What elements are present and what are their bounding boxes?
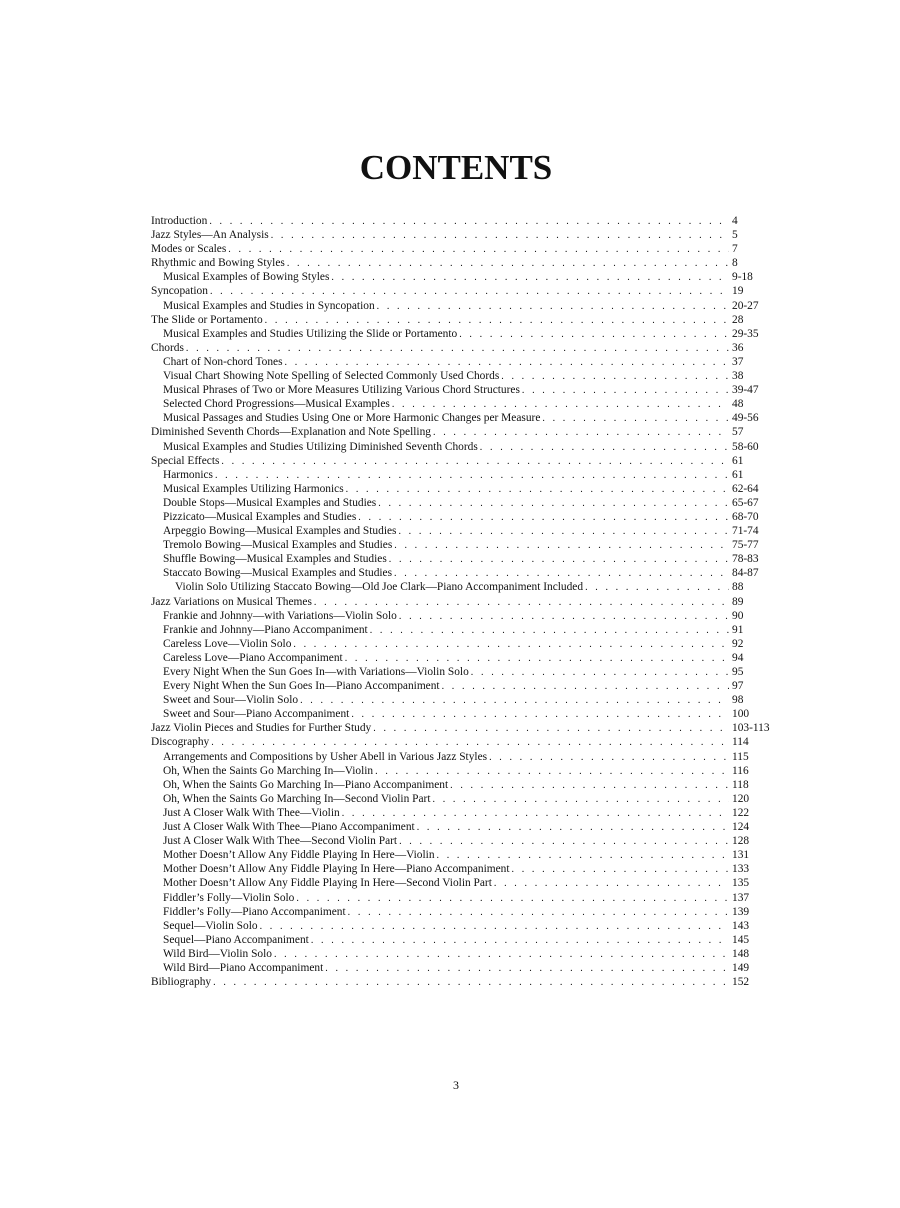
toc-entry-page: 7: [732, 243, 738, 256]
dot-leader: [221, 455, 729, 469]
toc-entry-page: 131: [732, 849, 750, 862]
toc-entry-page: 148: [732, 947, 750, 960]
toc-entry-title: Just A Closer Walk With Thee—Violin: [163, 806, 340, 819]
toc-entry: [151, 820, 801, 834]
page-title: CONTENTS: [359, 148, 553, 187]
toc-entry: [151, 580, 801, 594]
toc-entry-title: Careless Love—Piano Accompaniment: [163, 651, 343, 664]
dot-leader: [480, 441, 729, 455]
toc-entry-page: 57: [732, 426, 744, 439]
toc-entry: [151, 552, 801, 566]
toc-entry-leader: [151, 862, 729, 877]
toc-entry-page: 36: [732, 341, 744, 354]
toc-entry: [151, 242, 801, 256]
toc-entry-page: 78-83: [732, 553, 759, 566]
toc-entry-title: Mother Doesn’t Allow Any Fiddle Playing In Here—Piano Accompaniment: [163, 863, 510, 876]
toc-entry-leader: [151, 651, 729, 666]
toc-entry-page: 143: [732, 919, 750, 932]
toc-entry-title: Oh, When the Saints Go Marching In—Second Violin Part: [163, 792, 431, 805]
toc-entry-leader: [151, 510, 729, 525]
dot-leader: [285, 356, 729, 370]
toc-entry: [151, 270, 801, 284]
toc-entry: [151, 905, 801, 919]
dot-leader: [186, 342, 729, 356]
dot-leader: [501, 370, 729, 384]
toc-entry-leader: [151, 299, 729, 314]
toc-entry-leader: [151, 313, 729, 328]
toc-entry-title: Modes or Scales: [151, 243, 227, 256]
toc-entry-page: 115: [732, 750, 749, 763]
toc-entry-title: Musical Examples of Bowing Styles: [163, 271, 330, 284]
dot-leader: [213, 976, 729, 990]
toc-entry-leader: [151, 834, 729, 849]
toc-entry-title: Visual Chart Showing Note Spelling of Selected Commonly Used Chords: [163, 370, 500, 383]
dot-leader: [494, 877, 729, 891]
toc-entry-leader: [151, 411, 729, 426]
toc-entry: [151, 355, 801, 369]
toc-entry: [151, 228, 801, 242]
dot-leader: [358, 511, 729, 525]
toc-entry: [151, 214, 801, 228]
toc-entry-page: 124: [732, 821, 750, 834]
toc-entry: [151, 637, 801, 651]
toc-entry-leader: [151, 341, 729, 356]
toc-entry-title: Jazz Violin Pieces and Studies for Further Study: [151, 722, 372, 735]
toc-entry-leader: [151, 270, 729, 285]
toc-entry-leader: [151, 820, 729, 835]
toc-entry-leader: [151, 256, 729, 271]
toc-entry-page: 135: [732, 877, 750, 890]
toc-entry-leader: [151, 397, 729, 412]
toc-entry-page: 145: [732, 933, 750, 946]
toc-entry: [151, 665, 801, 679]
toc-entry-title: Tremolo Bowing—Musical Examples and Studies: [163, 539, 393, 552]
toc-entry-leader: [151, 764, 729, 779]
toc-entry-page: 48: [732, 398, 744, 411]
toc-entry-leader: [151, 961, 729, 976]
toc-entry: [151, 735, 801, 749]
toc-entry-title: Chords: [151, 341, 184, 354]
dot-leader: [346, 483, 729, 497]
toc-entry: [151, 440, 801, 454]
toc-entry: [151, 764, 801, 778]
toc-entry-title: Frankie and Johnny—with Variations—Violin Solo: [163, 609, 397, 622]
toc-entry-title: Fiddler’s Folly—Piano Accompaniment: [163, 905, 346, 918]
toc-entry: [151, 299, 801, 313]
toc-entry-page: 128: [732, 835, 750, 848]
dot-leader: [351, 708, 729, 722]
dot-leader: [398, 525, 729, 539]
toc-entry-page: 152: [732, 976, 750, 989]
toc-entry: [151, 834, 801, 848]
toc-entry: [151, 919, 801, 933]
toc-entry-page: 37: [732, 355, 744, 368]
page-number: 3: [453, 1078, 459, 1092]
toc-entry-leader: [151, 383, 729, 398]
toc-entry-title: Chart of Non-chord Tones: [163, 355, 283, 368]
dot-leader: [345, 652, 729, 666]
toc-entry: [151, 369, 801, 383]
toc-entry-title: Sequel—Piano Accompaniment: [163, 933, 309, 946]
toc-entry-title: Jazz Styles—An Analysis: [151, 229, 269, 242]
toc-entry-page: 88: [732, 581, 744, 594]
dot-leader: [375, 765, 729, 779]
toc-entry-page: 75-77: [732, 539, 759, 552]
toc-entry-page: 139: [732, 905, 750, 918]
toc-entry-page: 5: [732, 229, 738, 242]
toc-entry-title: Frankie and Johnny—Piano Accompaniment: [163, 623, 368, 636]
toc-entry-title: Oh, When the Saints Go Marching In—Piano Accompaniment: [163, 778, 449, 791]
toc-entry-page: 61: [732, 454, 744, 467]
dot-leader: [417, 821, 729, 835]
toc-entry-leader: [151, 327, 729, 342]
dot-leader: [433, 426, 729, 440]
toc-entry-title: Wild Bird—Piano Accompaniment: [163, 961, 324, 974]
toc-entry-page: 28: [732, 313, 744, 326]
toc-entry-leader: [151, 707, 729, 722]
toc-entry-leader: [151, 721, 729, 736]
toc-entry: [151, 411, 801, 425]
toc-entry-leader: [151, 284, 729, 299]
toc-entry-leader: [151, 355, 729, 370]
toc-entry-title: Arpeggio Bowing—Musical Examples and Studies: [163, 525, 397, 538]
toc-entry-page: 62-64: [732, 482, 759, 495]
toc-entry-leader: [151, 876, 729, 891]
dot-leader: [450, 779, 729, 793]
toc-entry-page: 38: [732, 370, 744, 383]
toc-entry-leader: [151, 792, 729, 807]
dot-leader: [287, 257, 729, 271]
toc-entry: [151, 862, 801, 876]
toc-entry-title: Sequel—Violin Solo: [163, 919, 258, 932]
toc-entry-page: 20-27: [732, 299, 759, 312]
toc-entry-leader: [151, 891, 729, 906]
toc-entry-title: The Slide or Portamento: [151, 313, 263, 326]
toc-entry-leader: [151, 947, 729, 962]
toc-entry-leader: [151, 693, 729, 708]
toc-entry-leader: [151, 214, 729, 229]
toc-entry: [151, 623, 801, 637]
toc-entry-title: Pizzicato—Musical Examples and Studies: [163, 510, 357, 523]
toc-entry: [151, 693, 801, 707]
toc-entry-title: Sweet and Sour—Piano Accompaniment: [163, 708, 350, 721]
toc-entry-page: 114: [732, 736, 749, 749]
toc-entry-page: 95: [732, 666, 744, 678]
dot-leader: [394, 567, 729, 581]
toc-entry: [151, 538, 801, 552]
toc-entry-page: 118: [732, 778, 749, 791]
toc-entry: [151, 454, 801, 468]
toc-entry-page: 84-87: [732, 567, 759, 580]
toc-entry-leader: [151, 735, 729, 750]
dot-leader: [211, 736, 729, 750]
dot-leader: [228, 243, 729, 257]
toc-entry-page: 103-113: [732, 722, 770, 735]
dot-leader: [210, 285, 729, 299]
dot-leader: [377, 300, 729, 314]
toc-entry-page: 90: [732, 609, 744, 622]
toc-entry-leader: [151, 580, 729, 595]
toc-entry: [151, 721, 801, 735]
toc-entry-title: Special Effects: [151, 454, 220, 467]
toc-entry-leader: [151, 524, 729, 539]
toc-entry-title: Double Stops—Musical Examples and Studies: [163, 496, 377, 509]
toc-entry-page: 91: [732, 623, 744, 636]
toc-entry-leader: [151, 468, 729, 483]
toc-entry-title: Musical Examples and Studies Utilizing the Slide or Portamento: [163, 327, 458, 340]
toc-entry: [151, 806, 801, 820]
toc-entry: [151, 792, 801, 806]
toc-entry-leader: [151, 425, 729, 440]
toc-entry: [151, 891, 801, 905]
toc-entry-page: 68-70: [732, 510, 759, 523]
toc-entry-title: Shuffle Bowing—Musical Examples and Studies: [163, 553, 387, 566]
dot-leader: [542, 412, 729, 426]
toc-entry-page: 94: [732, 651, 744, 664]
toc-entry-leader: [151, 242, 729, 257]
toc-entry-leader: [151, 552, 729, 567]
toc-entry: [151, 707, 801, 721]
dot-leader: [437, 849, 729, 863]
toc-entry-page: 122: [732, 806, 750, 819]
toc-entry-title: Just A Closer Walk With Thee—Piano Accompaniment: [163, 821, 415, 834]
toc-entry: [151, 778, 801, 792]
toc-entry: [151, 566, 801, 580]
toc-entry-leader: [151, 228, 729, 243]
toc-entry-leader: [151, 637, 729, 652]
dot-leader: [296, 892, 729, 906]
toc-entry: [151, 496, 801, 510]
toc-entry-page: 65-67: [732, 496, 759, 509]
toc-entry-title: Rhythmic and Bowing Styles: [151, 257, 285, 270]
toc-entry: [151, 341, 801, 355]
dot-leader: [399, 835, 729, 849]
dot-leader: [215, 469, 729, 483]
toc-entry: [151, 750, 801, 764]
toc-entry-leader: [151, 975, 729, 990]
dot-leader: [370, 624, 729, 638]
toc-entry-title: Violin Solo Utilizing Staccato Bowing—Old Joe Clark—Piano Accompaniment Included: [175, 581, 584, 594]
dot-leader: [392, 398, 729, 412]
toc-entry-page: 89: [732, 595, 744, 608]
toc-entry-page: 19: [732, 285, 744, 298]
toc-entry: [151, 947, 801, 961]
dot-leader: [489, 751, 729, 765]
dot-leader: [378, 497, 729, 511]
toc-entry: [151, 609, 801, 623]
table-of-contents: [151, 214, 801, 989]
toc-entry: [151, 397, 801, 411]
dot-leader: [271, 229, 729, 243]
toc-entry: [151, 933, 801, 947]
toc-entry: [151, 313, 801, 327]
toc-entry-title: Staccato Bowing—Musical Examples and Studies: [163, 567, 393, 580]
toc-entry-title: Introduction: [151, 215, 208, 227]
dot-leader: [471, 666, 729, 680]
toc-entry-title: Every Night When the Sun Goes In—Piano Accompaniment: [163, 680, 440, 693]
dot-leader: [260, 920, 729, 934]
toc-entry: [151, 468, 801, 482]
toc-entry-page: 137: [732, 891, 750, 904]
toc-entry-leader: [151, 679, 729, 694]
dot-leader: [512, 863, 729, 877]
toc-entry-title: Mother Doesn’t Allow Any Fiddle Playing In Here—Second Violin Part: [163, 877, 492, 890]
toc-entry-page: 120: [732, 792, 750, 805]
dot-leader: [399, 610, 729, 624]
toc-entry: [151, 425, 801, 439]
toc-entry: [151, 961, 801, 975]
toc-entry: [151, 482, 801, 496]
toc-entry-page: 98: [732, 694, 744, 707]
toc-entry-title: Musical Examples and Studies in Syncopation: [163, 299, 375, 312]
toc-entry-title: Bibliography: [151, 976, 212, 989]
toc-entry: [151, 876, 801, 890]
toc-entry-page: 8: [732, 257, 738, 270]
toc-entry: [151, 651, 801, 665]
toc-entry-title: Every Night When the Sun Goes In—with Variations—Violin Solo: [163, 666, 469, 678]
toc-entry: [151, 327, 801, 341]
toc-entry-page: 133: [732, 863, 750, 876]
dot-leader: [373, 722, 729, 736]
toc-entry-leader: [151, 905, 729, 920]
dot-leader: [209, 215, 729, 229]
toc-entry-page: 29-35: [732, 327, 759, 340]
toc-entry: [151, 848, 801, 862]
toc-entry-leader: [151, 440, 729, 455]
toc-entry-leader: [151, 609, 729, 624]
toc-entry-page: 9-18: [732, 271, 753, 284]
dot-leader: [348, 906, 729, 920]
dot-leader: [459, 328, 729, 342]
toc-entry-page: 100: [732, 708, 750, 721]
toc-entry-title: Sweet and Sour—Violin Solo: [163, 694, 299, 707]
dot-leader: [325, 962, 729, 976]
dot-leader: [585, 581, 729, 595]
toc-entry-leader: [151, 806, 729, 821]
toc-entry-title: Arrangements and Compositions by Usher Abell in Various Jazz Styles: [163, 750, 488, 763]
toc-entry-page: 39-47: [732, 384, 759, 397]
toc-entry: [151, 524, 801, 538]
toc-entry-leader: [151, 919, 729, 934]
dot-leader: [522, 384, 729, 398]
toc-entry-page: 149: [732, 961, 750, 974]
toc-entry-title: Musical Examples and Studies Utilizing Diminished Seventh Chords: [163, 440, 478, 453]
toc-entry-leader: [151, 933, 729, 948]
toc-entry-leader: [151, 595, 729, 610]
toc-entry: [151, 284, 801, 298]
toc-entry-leader: [151, 778, 729, 793]
toc-entry-page: 71-74: [732, 525, 759, 538]
toc-entry-leader: [151, 496, 729, 511]
toc-entry-title: Selected Chord Progressions—Musical Examples: [163, 398, 390, 411]
toc-entry-leader: [151, 750, 729, 765]
dot-leader: [300, 694, 729, 708]
toc-entry-title: Oh, When the Saints Go Marching In—Violin: [163, 764, 374, 777]
dot-leader: [265, 314, 729, 328]
toc-entry-leader: [151, 538, 729, 553]
toc-entry-title: Musical Examples Utilizing Harmonics: [163, 482, 344, 495]
toc-entry: [151, 510, 801, 524]
dot-leader: [433, 793, 730, 807]
toc-entry: [151, 975, 801, 989]
dot-leader: [342, 807, 729, 821]
toc-entry-page: 116: [732, 764, 749, 777]
toc-entry-page: 4: [732, 215, 738, 227]
toc-entry-title: Mother Doesn’t Allow Any Fiddle Playing In Here—Violin: [163, 849, 435, 862]
toc-entry-leader: [151, 482, 729, 497]
dot-leader: [314, 596, 729, 610]
dot-leader: [442, 680, 729, 694]
dot-leader: [274, 948, 729, 962]
dot-leader: [394, 539, 729, 553]
toc-entry-title: Jazz Variations on Musical Themes: [151, 595, 312, 608]
toc-entry-title: Syncopation: [151, 285, 208, 298]
toc-entry: [151, 679, 801, 693]
toc-entry-page: 97: [732, 680, 744, 693]
toc-entry-leader: [151, 623, 729, 638]
toc-entry-page: 92: [732, 637, 744, 650]
toc-entry-title: Careless Love—Violin Solo: [163, 637, 292, 650]
toc-entry-title: Musical Phrases of Two or More Measures Utilizing Various Chord Structures: [163, 384, 520, 397]
toc-entry-leader: [151, 848, 729, 863]
toc-entry-title: Harmonics: [163, 468, 213, 481]
dot-leader: [293, 638, 729, 652]
toc-entry-title: Just A Closer Walk With Thee—Second Violin Part: [163, 835, 398, 848]
toc-entry-title: Discography: [151, 736, 210, 749]
toc-entry-leader: [151, 369, 729, 384]
toc-entry: [151, 383, 801, 397]
toc-entry-leader: [151, 454, 729, 469]
toc-entry-page: 61: [732, 468, 744, 481]
dot-leader: [311, 934, 729, 948]
toc-entry-page: 58-60: [732, 440, 759, 453]
toc-entry: [151, 595, 801, 609]
dot-leader: [331, 271, 729, 285]
toc-entry: [151, 256, 801, 270]
toc-entry-leader: [151, 665, 729, 680]
toc-entry-page: 49-56: [732, 412, 759, 425]
toc-entry-title: Musical Passages and Studies Using One or More Harmonic Changes per Measure: [163, 412, 541, 425]
toc-entry-title: Diminished Seventh Chords—Explanation and Note Spelling: [151, 426, 431, 439]
toc-entry-title: Fiddler’s Folly—Violin Solo: [163, 891, 295, 904]
toc-entry-leader: [151, 566, 729, 581]
dot-leader: [389, 553, 729, 567]
toc-entry-title: Wild Bird—Violin Solo: [163, 947, 272, 960]
